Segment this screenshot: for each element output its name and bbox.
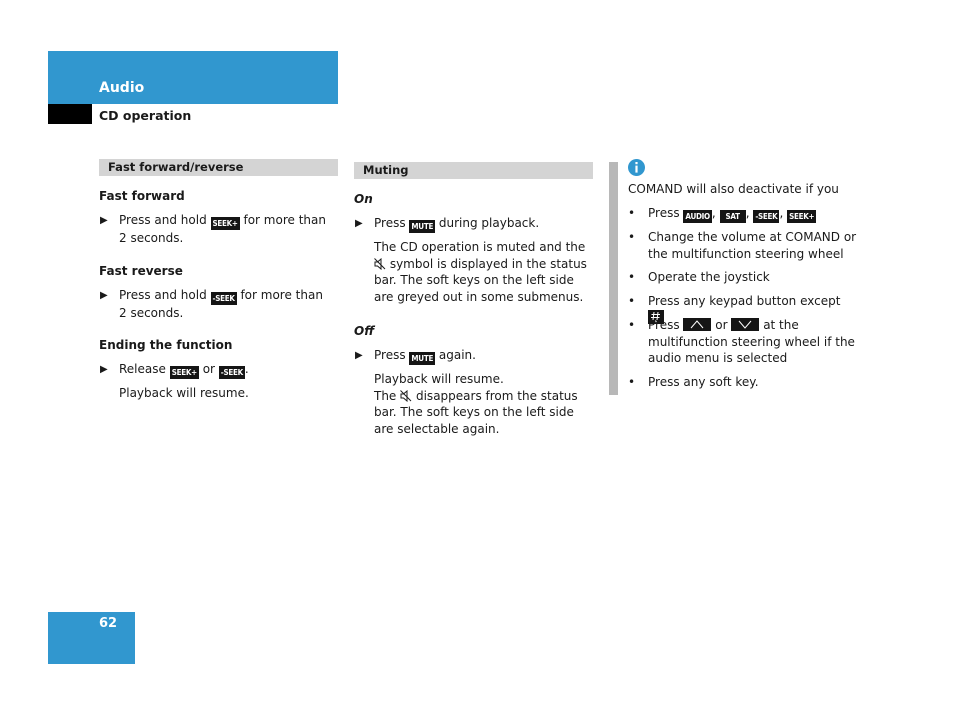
info-item-steering-wheel: • Press or at the multifunction steering wheel if the audio menu is selected [628,318,855,366]
fast-forward-reverse-title: Fast forward/reverse [108,160,244,174]
ending-function-step: ▶ Release SEEK+ or -SEEK . [100,362,249,377]
section-tab-marker [48,104,92,124]
step-arrow-icon: ▶ [355,218,363,229]
down-arrow-key-icon [731,318,759,331]
header-bar [48,51,338,104]
fast-forward-step: ▶ Press and hold SEEK+ for more than 2 seconds. [100,213,326,245]
info-item-keypad: • Press any keypad button except [648,293,858,326]
seek-minus-key-icon: -SEEK [212,294,235,303]
seek-plus-key-icon: SEEK+ [171,368,197,377]
ending-function-heading: Ending the function [99,338,233,352]
seek-plus-key-icon: SEEK+ [212,219,238,228]
info-item-soft-key: • Press any soft key. [628,375,759,389]
muting-on-step: ▶ Press MUTE during playback. [355,216,540,231]
mute-speaker-icon [374,258,386,270]
ending-function-result: Playback will resume. [119,386,249,400]
fast-reverse-heading: Fast reverse [99,264,183,278]
fast-forward-reverse-bar [99,159,338,176]
subsection-title: CD operation [99,108,192,123]
mute-key-icon: MUTE [411,354,434,363]
fast-forward-heading: Fast forward [99,189,185,203]
mute-speaker-icon [400,390,412,402]
muting-off-heading: Off [354,324,375,338]
seek-plus-key-icon: SEEK+ [789,212,815,221]
section-title: Audio [99,80,145,96]
audio-key-icon: AUDIO [685,212,710,221]
page-number: 62 [99,616,118,631]
info-item-press-keys: • Press AUDIO , SAT , -SEEK , SEEK+ [628,206,815,221]
muting-off-step: ▶ Press MUTE again. [355,348,476,363]
sat-key-icon: SAT [720,210,746,223]
muting-off-description: Playback will resume. The disappears from the status bar. The soft keys on the left side are selectable again. [374,372,578,437]
step-arrow-icon: ▶ [355,350,363,361]
seek-minus-key-icon: -SEEK [755,212,778,221]
info-intro: COMAND will also deactivate if you [628,182,839,196]
step-arrow-icon: ▶ [100,215,108,226]
fast-reverse-step: ▶ Press and hold -SEEK for more than 2 seconds. [100,288,323,320]
page-number-box [48,612,135,664]
info-icon [628,159,645,176]
muting-on-heading: On [354,192,373,206]
step-arrow-icon: ▶ [100,290,108,301]
step-arrow-icon: ▶ [100,364,108,375]
seek-minus-key-icon: -SEEK [220,368,243,377]
mute-key-icon: MUTE [411,222,434,231]
info-side-rule [609,162,618,395]
info-item-joystick: • Operate the joystick [628,270,770,284]
muting-bar [354,162,593,179]
muting-title: Muting [363,163,409,177]
up-arrow-key-icon [683,318,711,331]
info-item-volume: • Change the volume at COMAND or the multifunction steering wheel [628,230,857,261]
muting-on-description: The CD operation is muted and the symbol is displayed in the status bar. The soft keys on the left side are greyed out in some submenus. [374,240,587,305]
